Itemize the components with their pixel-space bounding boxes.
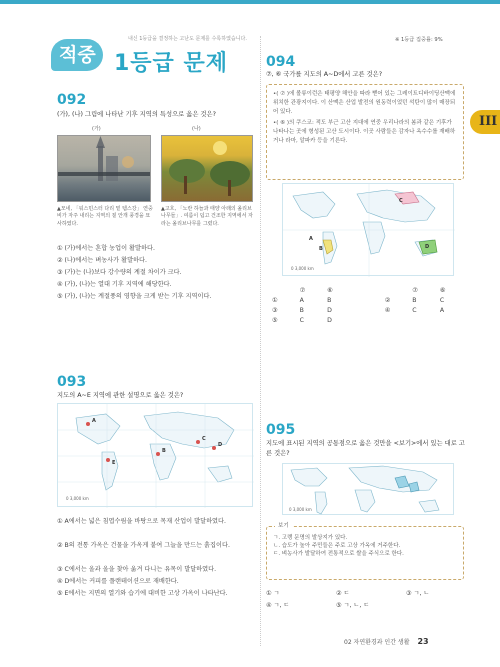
q093-number: 093 [57,374,87,390]
q095-world-map [282,463,454,515]
q095-question: 지도에 표시된 지역의 공통점으로 옳은 것만을 <보기>에서 있는 대로 고른 것은? [266,440,465,457]
q092-caption-a: ▲모네, 「워스민스터 다리 밑 템스강」 연중 비가 자주 내리는 지역의 짙 안개 풍경을 묘사하였다. [57,206,153,227]
q095-number: 095 [266,422,296,438]
q092-label-a: (가) [92,126,101,132]
q092-caption-b: ▲고흐, 「노란 하늘과 태양 아래의 올리브나무들」. 여름이 덥고 건조한 지역에서 자라는 올리브나무를 그렸다. [161,206,253,227]
q092-choice-1[interactable]: ① (가)에서는 혼합 농업이 활발하다. [57,245,155,252]
q092-choice-5[interactable]: ⑤ (가), (나)는 계절풍의 영향을 크게 받는 기후 지역이다. [57,293,212,300]
badge-jeokjung: 적중 [51,33,107,77]
column-divider [260,36,261,646]
q094-number: 094 [266,54,296,70]
painting-monet [57,135,151,202]
q095-choice-2[interactable]: ② ㄷ [336,590,350,597]
q093-map-label-b: B [162,448,166,454]
q092-question: (가), (나) 그림에 나타난 기후 지역의 특성으로 옳은 것은? [57,111,216,118]
q095-bogi-label: 보기 [275,522,292,531]
top-bar [0,0,500,4]
q094-map-label-b: B [319,246,323,252]
page-number: 23 [417,637,429,646]
q092-choice-2[interactable]: ② (나)에서는 벼농사가 활발하다. [57,257,147,264]
q093-map-scale: 0 3,000 km [66,496,89,501]
q093-map-label-d: D [218,442,223,448]
q094-answer-row[interactable]: ① A B ② B C [272,297,445,305]
q094-col-b: ⑥ [327,287,333,295]
q094-answer-table [266,286,451,326]
q094-answer-row[interactable]: ③ B D ④ C A [272,307,445,315]
q093-map-label-e: E [112,460,116,466]
q095-bogi-box [266,523,464,580]
q093-map-label-c: C [202,436,206,442]
chapter-tab: III [470,110,500,134]
q093-choice-1[interactable]: ① A에서는 넓은 침엽수림을 바탕으로 목재 산업이 발달하였다. [57,518,226,525]
q095-choice-4[interactable]: ④ ㄱ, ㄷ [266,602,290,609]
q094-col-a: ⑦ [299,287,306,295]
q094-answer-row[interactable]: ⑤ C D [272,317,332,325]
q094-statement-box [266,84,464,180]
header-note: ※ 1등급 집중률: 9% [395,37,443,43]
header-hint: 내신 1등급을 결정하는 고난도 문제를 수록하였습니다. [128,36,247,42]
q094-map-scale: 0 3,000 km [291,266,314,271]
footer-section: 02 자연환경과 인간 생활 [344,639,410,646]
q095-map-scale: 0 3,000 km [289,507,312,512]
q094-col-a-2: ⑦ [412,287,418,295]
q095-choice-5[interactable]: ⑤ ㄱ, ㄴ, ㄷ [336,602,370,609]
painting-gogh [161,135,253,202]
q095-bogi-1: ㄱ. 고랭 문명의 발상지가 있다. [273,535,348,541]
q094-map-label-c: C [399,198,403,204]
q093-map-label-a: A [92,418,96,424]
q093-world-map [57,403,253,507]
page-footer [344,636,429,648]
q095-choice-1[interactable]: ① ㄱ [266,590,280,597]
q094-map-label-a: A [309,236,313,242]
page-title: 1등급 문제 [114,51,228,76]
q093-choice-2[interactable]: ② B의 전통 가옥은 건물을 가옥게 붙여 그늘을 만드는 흙집이다. [57,542,230,549]
q094-statement-1: •( ⑦ )에 볼류이런은 태평양 해안을 따라 뻗어 있는 그레이트디바이딩산맥에 위치한 관광지이다. 이 산맥은 산업 발전의 원동력이었던 석탄이 많이 매장되어 있다. [273,91,456,115]
q093-choice-3[interactable]: ③ C에서는 올과 올을 찾아 옮겨 다니는 유목이 발달하였다. [57,566,217,573]
q092-choice-3[interactable]: ③ (가)는 (나)보다 강수량의 계절 차이가 크다. [57,269,182,276]
q095-bogi-3: ㄷ. 벼농사가 발달하여 전통적으로 쌀을 주식으로 한다. [273,550,404,557]
q094-col-b-2: ⑥ [439,287,446,295]
q094-question: ⑦, ⑥ 국가를 지도의 A~D에서 고른 것은? [266,71,383,78]
q092-label-b: (나) [192,126,201,132]
q093-choice-4[interactable]: ④ D에서는 커피를 플랜테이션으로 재배한다. [57,578,179,585]
q094-world-map [282,183,454,276]
q093-question: 지도의 A~E 지역에 관한 설명으로 옳은 것은? [57,392,184,399]
q092-number: 092 [57,92,87,108]
q092-choice-4[interactable]: ④ (가), (나)는 열대 기후 지역에 해당한다. [57,281,172,288]
q094-map-label-d: D [425,244,430,250]
q095-bogi-2: ㄴ. 습도가 높아 주민들은 주로 고상 가옥에 거주한다. [273,542,401,549]
q094-statement-2: •( ⑥ )의 쿠스코: 적도 부근 고산 지대에 연중 우리나라의 봄과 같은 기후가 나타나는 곳에 형성된 고산 도시이다. 이곳 사람들은 감자나 옥수수를 재배하거나 라마, 알파카 등을 기른다. [273,120,456,144]
q095-choice-3[interactable]: ③ ㄱ, ㄴ [406,590,430,597]
q093-choice-5[interactable]: ⑤ E에서는 지면의 열기와 습기에 대비한 고상 가옥이 나타난다. [57,590,228,597]
